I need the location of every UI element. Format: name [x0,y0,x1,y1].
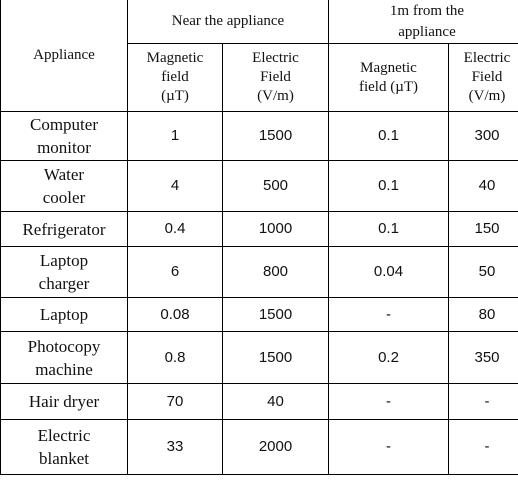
near-magnetic-value: 70 [128,384,223,420]
appliance-name: Refrigerator [1,212,128,247]
header-far-electric-line3: (V/m) [468,88,506,104]
header-far-group [329,0,518,44]
table-row [1,384,518,420]
header-near-magnetic [128,44,223,112]
far-magnetic-value: 0.1 [329,112,449,161]
near-electric-value: 1000 [223,212,329,247]
table-row [1,112,518,161]
near-magnetic-value: 33 [128,420,223,475]
header-near-magnetic-line1: Magnetic [146,50,204,66]
table-row [1,247,518,298]
table-row [1,332,518,384]
near-electric-value: 1500 [223,298,329,332]
header-near-magnetic-line2: field [161,69,189,85]
far-electric-value: 80 [449,298,518,332]
header-far-electric-line1: Electric [463,50,511,66]
far-electric-value: 40 [449,161,518,212]
appliance-name-line2: charger [38,274,90,293]
near-magnetic-value: 1 [128,112,223,161]
far-electric-value: 300 [449,112,518,161]
far-magnetic-value: 0.1 [329,212,449,247]
header-near-magnetic-line3: (µT) [161,88,189,104]
near-electric-value: 40 [223,384,329,420]
far-electric-value: 150 [449,212,518,247]
far-magnetic-value: - [329,384,449,420]
header-far-magnetic [329,44,449,112]
table-row [1,420,518,475]
header-far-electric-line2: Field [471,69,503,85]
table-row [1,161,518,212]
header-near-group: Near the appliance [128,0,329,44]
appliance-name-line1: Computer [30,115,98,134]
near-electric-value: 800 [223,247,329,298]
appliance-name-line2: blanket [38,449,90,468]
header-far-magnetic-line2: field (µT) [358,78,419,95]
table-row [1,212,518,247]
table-header [1,0,518,112]
header-far-group-line1: 1m from the [389,2,465,19]
far-magnetic-value: 0.1 [329,161,449,212]
near-electric-value: 1500 [223,332,329,384]
near-electric-value: 2000 [223,420,329,475]
appliance-name-line2: cooler [42,188,86,207]
header-near-electric [223,44,329,112]
near-magnetic-value: 6 [128,247,223,298]
header-near-electric-line1: Electric [252,50,299,66]
table-row [1,298,518,332]
far-magnetic-value: 0.2 [329,332,449,384]
far-electric-value: - [449,384,518,420]
header-appliance: Appliance [1,0,128,112]
header-near-electric-line2: Field [260,69,291,85]
near-electric-value: 500 [223,161,329,212]
near-magnetic-value: 0.4 [128,212,223,247]
appliance-name-line1: Electric [37,426,91,445]
far-magnetic-value: 0.04 [329,247,449,298]
table-body [1,112,518,475]
near-magnetic-value: 4 [128,161,223,212]
appliance-name [1,161,128,212]
appliance-name-line2: machine [35,359,93,379]
appliance-name [1,420,128,475]
far-magnetic-value: - [329,298,449,332]
appliance-name-line1: Photocopy [27,336,101,356]
appliance-name [1,247,128,298]
near-magnetic-value: 0.08 [128,298,223,332]
far-magnetic-value: - [329,420,449,475]
header-near-electric-line3: (V/m) [257,88,294,104]
appliance-name-line2: monitor [37,138,91,157]
appliance-name [1,332,128,384]
appliance-name-line1: Water [43,165,85,184]
header-far-magnetic-line1: Magnetic [360,59,417,76]
header-far-electric [449,44,518,112]
far-electric-value: 50 [449,247,518,298]
far-electric-value: 350 [449,332,518,384]
appliance-name: Hair dryer [1,384,128,420]
header-far-group-line2: appliance [398,23,456,40]
near-electric-value: 1500 [223,112,329,161]
near-magnetic-value: 0.8 [128,332,223,384]
appliance-name: Laptop [1,298,128,332]
far-electric-value: - [449,420,518,475]
appliance-name [1,112,128,161]
appliance-name-line1: Laptop [39,251,89,270]
